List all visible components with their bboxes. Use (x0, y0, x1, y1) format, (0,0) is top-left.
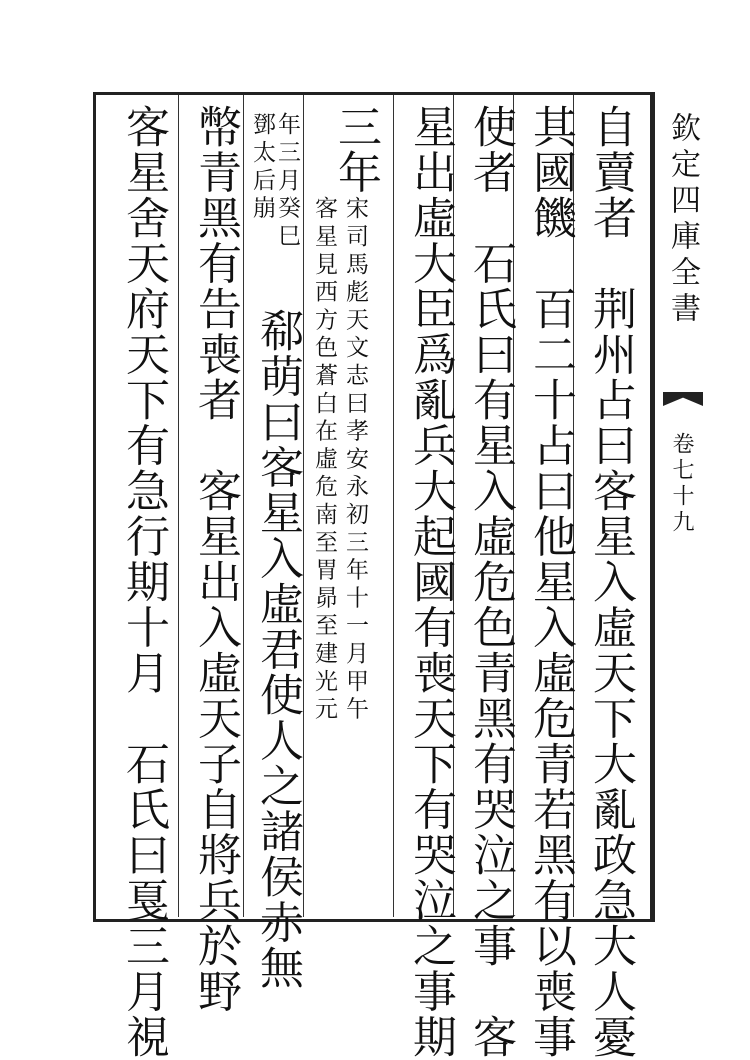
column-rule (393, 95, 394, 917)
column-rule (178, 95, 179, 917)
banxin-margin (653, 92, 713, 922)
text-column-1: 自賣者 荆州占曰客星入虛天下大亂政急大人憂 (585, 104, 636, 1060)
annotation-column-4: 鄧太后崩 (249, 112, 275, 224)
text-column-5: 三年 (330, 104, 381, 195)
column-rule (303, 95, 304, 917)
text-column-8: 客星舍天府天下有急行期十月 石氏曰戛三月視 (118, 104, 169, 1060)
annotation-column-3: 年三月癸巳 (274, 112, 300, 251)
fishtail-mark-icon (663, 392, 703, 406)
annotation-column-1: 宋司馬彪天文志曰孝安永初三年十一月甲午 (342, 196, 368, 725)
text-column-6: 郗萌曰客星入虛君使人之諸侯赤無 (252, 308, 303, 991)
text-column-4: 星出虛大臣爲亂兵大起國有喪天下有哭泣之事期 (405, 104, 456, 1060)
margin-book-title: 欽定四庫全書 (665, 112, 700, 328)
text-column-3: 使者 石氏曰有星入虛危色青黑有哭泣之事 客 (465, 104, 516, 1060)
text-column-2: 其國饑 百二十占曰他星入虛危青若黑有以喪事 (525, 104, 576, 1060)
margin-juan-number: 卷七十九 (669, 432, 694, 536)
text-column-7: 幣青黑有告喪者 客星出入虛天子自將兵於野 (190, 104, 241, 1014)
column-rule (243, 95, 244, 917)
annotation-column-2: 客星見西方色蒼白在虛危南至胃昴至建光元 (311, 196, 337, 725)
